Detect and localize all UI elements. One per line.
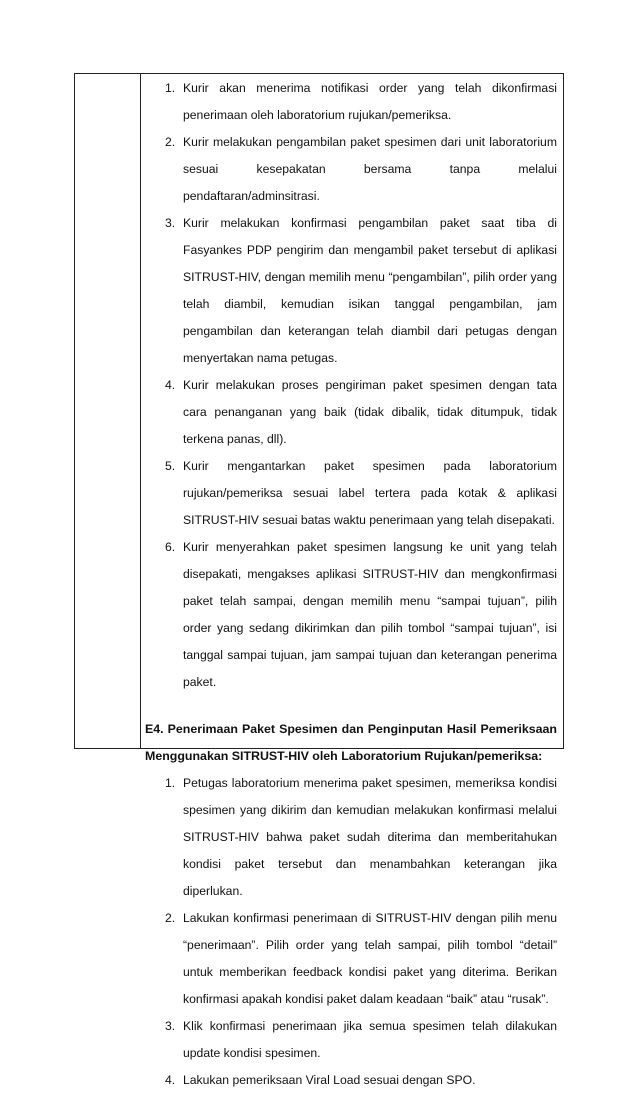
document-table <box>74 73 564 1087</box>
list-item: 4. Kurir melakukan proses pengiriman paket spesimen dengan tata cara penanganan yang baik (tidak dibalik, tidak ditumpuk, tidak terkena panas, dll). <box>165 378 557 446</box>
list-item: 3. Kurir melakukan konfirmasi pengambilan paket saat tiba di Fasyankes PDP pengirim dan mengambil paket tersebut di aplikasi SITRUST-HIV, dengan memilih menu “pengambilan”, pilih order yang telah diambil, kemudian isikan tanggal pengambilan, jam pengambilan dan keterangan telah diambil dari petugas dengan menyertakan nama petugas. <box>165 216 557 365</box>
list-item: 6. Kurir menyerahkan paket spesimen langsung ke unit yang telah disepakati, mengakses aplikasi SITRUST-HIV dan mengkonfirmasi paket telah sampai, dengan memilih menu “sampai tujuan”, pilih order yang sedang dikirimkan dan pilih tombol “sampai tujuan”, isi tanggal sampai tujuan, jam sampai tujuan dan keterangan penerima paket. <box>165 540 557 689</box>
list-item: 1. Kurir akan menerima notifikasi order yang telah dikonfirmasi penerimaan oleh laboratorium rujukan/pemeriksa. <box>165 81 557 122</box>
lab-steps-list <box>145 770 557 1094</box>
list-item: 4. Lakukan pemeriksaan Viral Load sesuai dengan SPO. <box>165 1073 476 1087</box>
list-item: 1. Petugas laboratorium menerima paket spesimen, memeriksa kondisi spesimen yang dikirim dan kemudian melakukan konfirmasi melalui SITRUST-HIV bahwa paket sudah diterima dan memberitahukan kondisi paket tersebut dan menambahkan keterangan jika diperlukan. <box>165 776 557 898</box>
list-item: 3. Klik konfirmasi penerimaan jika semua spesimen telah dilakukan update kondisi spesimen. <box>165 1019 557 1060</box>
table-content-cell <box>141 74 563 1087</box>
courier-steps-list <box>145 75 557 696</box>
list-item: 2. Lakukan konfirmasi penerimaan di SITRUST-HIV dengan pilih menu “penerimaan”. Pilih order yang telah sampai, pilih tombol “detail” untuk memberikan feedback kondisi paket yang diterima. Berikan konfirmasi apakah kondisi paket dalam keadaan “baik” atau “rusak”. <box>165 911 557 1006</box>
list-item: 5. Kurir mengantarkan paket spesimen pada laboratorium rujukan/pemeriksa sesuai label tertera pada kotak & aplikasi SITRUST-HIV sesuai batas waktu penerimaan yang telah disepakati. <box>165 459 557 527</box>
section-heading-e4: E4. Penerimaan Paket Spesimen dan Penginputan Hasil Pemeriksaan Menggunakan SITRUST-HIV oleh Laboratorium Rujukan/pemeriksa: <box>145 722 557 763</box>
list-item: 2. Kurir melakukan pengambilan paket spesimen dari unit laboratorium sesuai kesepakatan bersama tanpa melalui pendaftaran/adminsitrasi. <box>165 135 557 203</box>
